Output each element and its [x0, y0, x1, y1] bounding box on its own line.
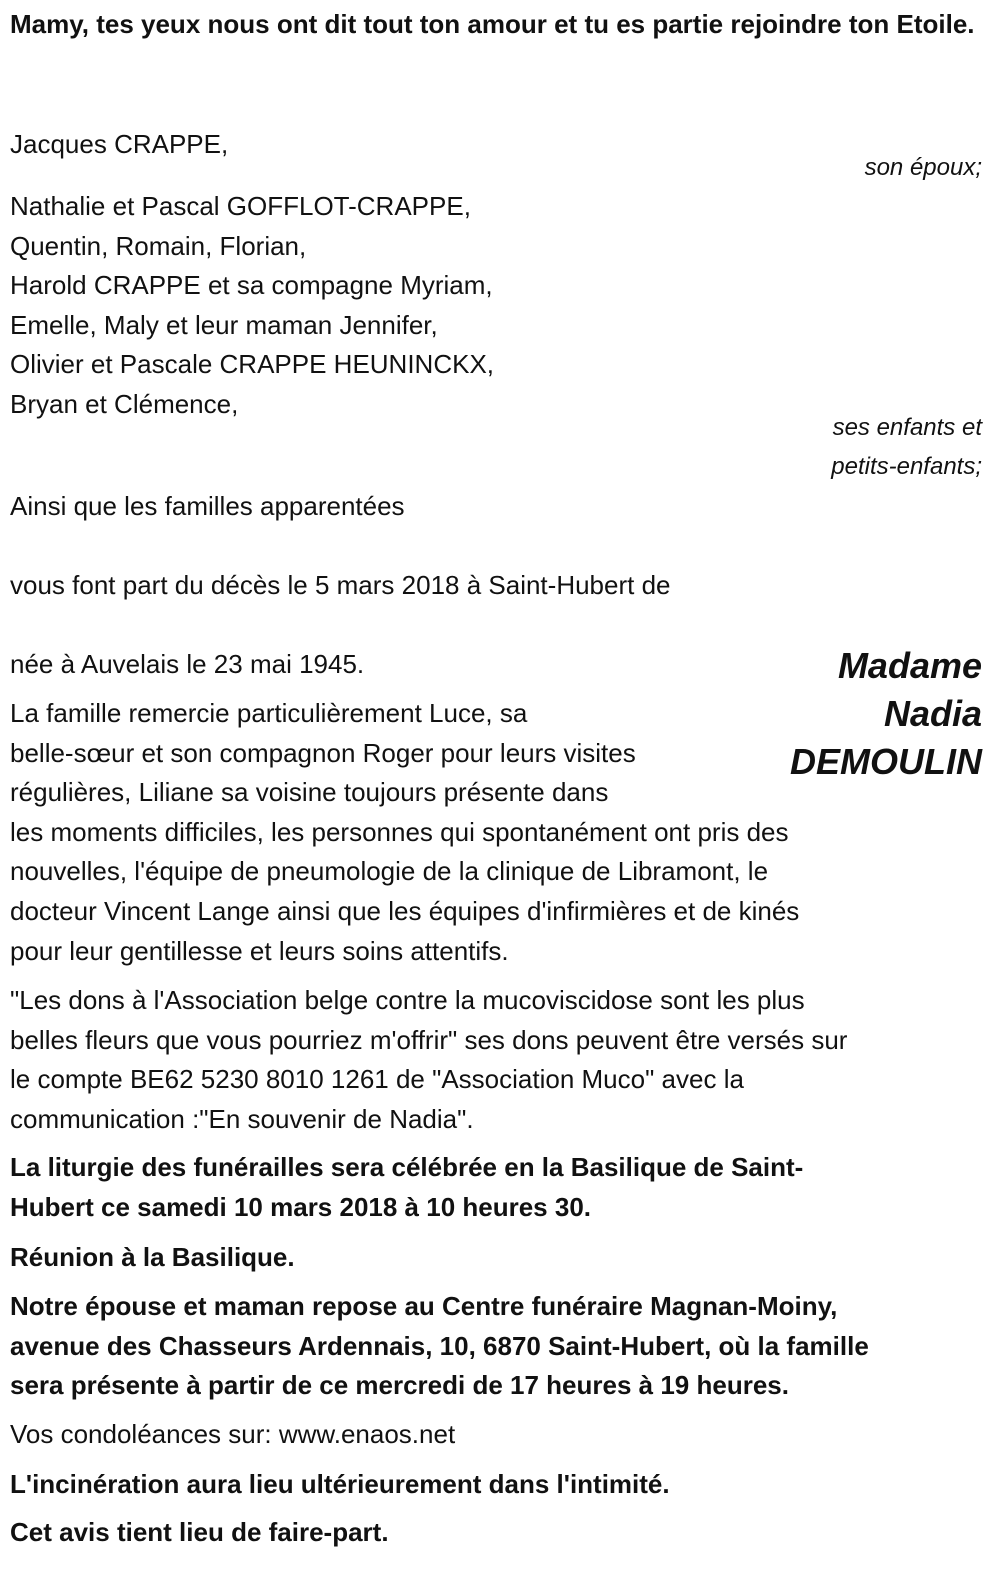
text-line: La liturgie des funérailles sera célébrée en la Basilique de Saint-: [10, 1152, 804, 1182]
list-item: Emelle, Maly et leur maman Jennifer,: [10, 309, 438, 340]
donations-paragraph: [10, 981, 990, 1139]
thanks-paragraph: [10, 694, 990, 971]
list-item: Olivier et Pascale CRAPPE HEUNINCKX,: [10, 349, 495, 380]
text-line: les moments difficiles, les personnes qui spontanément ont pris des: [10, 816, 789, 847]
relation-line: petits-enfants;: [831, 453, 982, 480]
text-line: avenue des Chasseurs Ardennais, 10, 6870 Saint-Hubert, où la famille: [10, 1330, 869, 1361]
text-line: régulières, Liliane sa voisine toujours présente dans: [10, 777, 609, 808]
text-line: docteur Vincent Lange ainsi que les équipes d'infirmières et de kinés: [10, 895, 800, 926]
heading: Mamy, tes yeux nous ont dit tout ton amour et tu es partie rejoindre ton Etoile.: [10, 9, 975, 39]
meeting: Réunion à la Basilique.: [10, 1242, 295, 1272]
text-line: Hubert ce samedi 10 mars 2018 à 10 heures 30.: [10, 1191, 592, 1222]
rest-paragraph: [10, 1287, 990, 1406]
text-line: Notre épouse et maman repose au Centre funéraire Magnan-Moiny,: [10, 1291, 838, 1321]
list-item: Quentin, Romain, Florian,: [10, 230, 307, 261]
families: Ainsi que les familles apparentées: [10, 491, 405, 521]
text-line: communication :"En souvenir de Nadia".: [10, 1103, 474, 1134]
deceased-first-name: Nadia: [883, 693, 982, 734]
announcement: vous font part du décès le 5 mars 2018 à Saint-Hubert de: [10, 570, 671, 600]
text-line: pour leur gentillesse et leurs soins attentifs.: [10, 935, 509, 966]
liturgy-paragraph: [10, 1148, 990, 1227]
relation-line: ses enfants et: [832, 414, 982, 441]
text-line: belle-sœur et son compagnon Roger pour leurs visites: [10, 737, 636, 768]
deceased-last-name: DEMOULIN: [790, 741, 982, 782]
text-line: sera présente à partir de ce mercredi de 17 heures à 19 heures.: [10, 1370, 789, 1401]
spouse-relation: son époux;: [864, 154, 982, 181]
deceased-title: Madame: [837, 645, 982, 686]
children-relation: [831, 408, 982, 486]
text-line: nouvelles, l'équipe de pneumologie de la clinique de Libramont, le: [10, 856, 769, 887]
children-list: [10, 187, 990, 425]
text-line: belles fleurs que vous pourriez m'offrir" ses dons peuvent être versés sur: [10, 1024, 848, 1055]
list-item: Bryan et Clémence,: [10, 388, 239, 419]
list-item: Nathalie et Pascal GOFFLOT-CRAPPE,: [10, 191, 471, 221]
text-line: "Les dons à l'Association belge contre la mucoviscidose sont les plus: [10, 985, 805, 1015]
list-item: Harold CRAPPE et sa compagne Myriam,: [10, 270, 493, 301]
closing: Cet avis tient lieu de faire-part.: [10, 1517, 389, 1547]
birth-info: née à Auvelais le 23 mai 1945.: [10, 649, 365, 679]
condolences: Vos condoléances sur: www.enaos.net: [10, 1419, 456, 1449]
spouse-name: Jacques CRAPPE,: [10, 129, 229, 159]
text-line: La famille remercie particulièrement Luce, sa: [10, 698, 528, 728]
cremation: L'incinération aura lieu ultérieurement dans l'intimité.: [10, 1469, 670, 1499]
text-line: le compte BE62 5230 8010 1261 de "Association Muco" avec la: [10, 1064, 744, 1095]
